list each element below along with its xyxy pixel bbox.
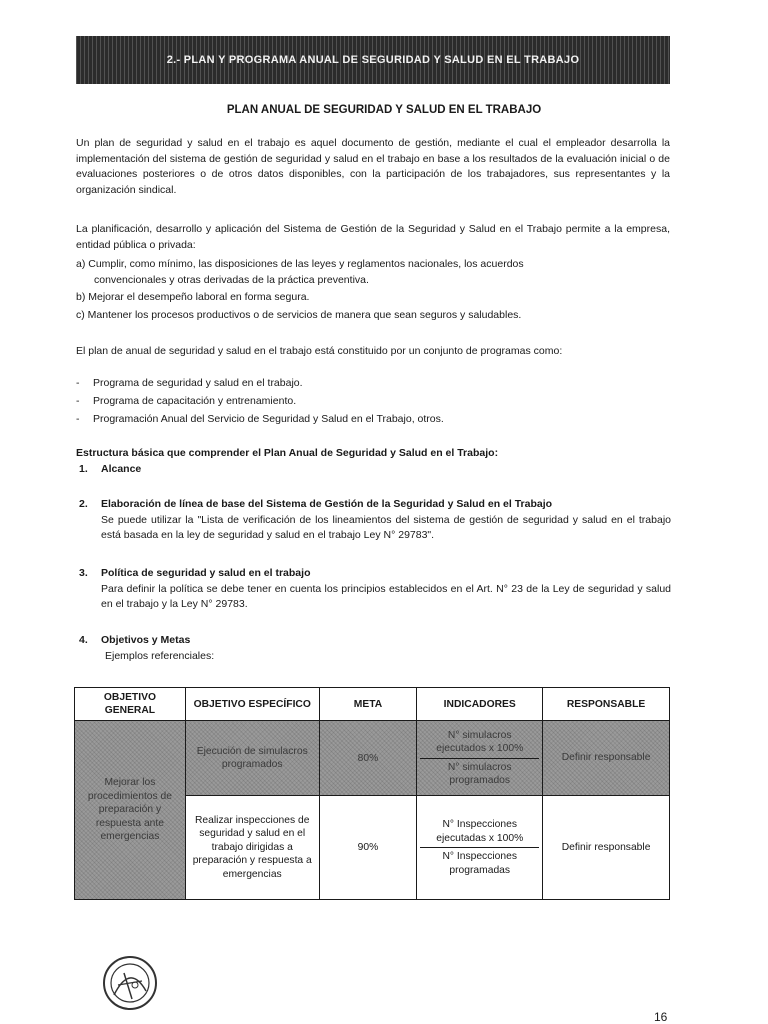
page-number: 16 (654, 1010, 668, 1024)
program-item-text: Programa de seguridad y salud en el trabajo. (93, 377, 303, 389)
section-3 (79, 566, 671, 613)
intro-paragraph: Un plan de seguridad y salud en el trabajo es aquel documento de gestión, mediante el cual el empleador desarrolla la implementación del sistema de gestión de seguridad y salud en el trabajo en base a los resultados de la evaluación inicial o de evaluaciones posteriores o de otros datos disponibles, con la participación de los trabajadores, sus representantes y la organización sindical. (76, 137, 670, 196)
table-header: OBJETIVO ESPECÍFICO (185, 688, 319, 721)
indicator-numerator: N° simulacros ejecutados x 100% (420, 729, 539, 759)
program-item: - Programación Anual del Servicio de Seguridad y Salud en el Trabajo, otros. (76, 413, 444, 425)
table-header-row (75, 688, 670, 721)
table-row (75, 721, 670, 796)
indicator-numerator: N° Inspecciones ejecutadas x 100% (420, 818, 539, 848)
objectives-table (74, 687, 670, 900)
responsible-cell: Definir responsable (543, 721, 670, 796)
section-banner-text: 2.- PLAN Y PROGRAMA ANUAL DE SEGURIDAD Y SALUD EN EL TRABAJO (166, 54, 580, 66)
indicator-cell (417, 721, 543, 796)
programs-paragraph: El plan de anual de seguridad y salud en el trabajo está constituido por un conjunto de programas como: (76, 345, 563, 357)
table-header: INDICADORES (417, 688, 543, 721)
indicator-fraction (420, 729, 539, 788)
program-item-text: Programación Anual del Servicio de Seguridad y Salud en el Trabajo, otros. (93, 413, 444, 425)
indicator-fraction (420, 818, 539, 877)
structure-heading: Estructura básica que comprender el Plan Anual de Seguridad y Salud en el Trabajo: (76, 447, 499, 459)
indicator-cell (417, 796, 543, 900)
section-title: Alcance (101, 463, 142, 475)
section-body: Se puede utilizar la "Lista de verificación de los lineamientos del sistema de gestión de seguridad y salud en el trabajo está basada en la ley de seguridad y salud en el trabajo Ley N° 29783". (101, 513, 671, 541)
planning-item-a-cont: convencionales y otras derivadas de la práctica preventiva. (94, 274, 369, 286)
section-number: 2. (79, 498, 88, 510)
section-title: Elaboración de línea de base del Sistema de Gestión de la Seguridad y Salud en el Trabajo (101, 498, 553, 510)
planning-item-b: b) Mejorar el desempeño laboral en forma segura. (76, 291, 310, 303)
meta-cell: 90% (319, 796, 417, 900)
table-header: RESPONSABLE (543, 688, 670, 721)
responsible-cell: Definir responsable (543, 796, 670, 900)
program-item: - Programa de capacitación y entrenamiento. (76, 395, 297, 407)
section-number: 3. (79, 567, 88, 579)
section-2 (79, 497, 671, 544)
section-banner (76, 36, 670, 84)
section-body: Para definir la política se debe tener en cuenta los principios establecidos en el Art. N° 23 de la Ley de seguridad y salud en el trabajo y la Ley N° 29783. (101, 582, 671, 610)
section-number: 4. (79, 634, 88, 646)
planning-item-c: c) Mantener los procesos productivos o de servicios de manera que sean seguros y saludables. (76, 309, 522, 321)
table-header: META (319, 688, 417, 721)
table-header: OBJETIVO GENERAL (75, 688, 186, 721)
section-number: 1. (79, 463, 88, 475)
planning-paragraph: La planificación, desarrollo y aplicación del Sistema de Gestión de la Seguridad y Salud en el Trabajo permite a la empresa, entidad pública o privada: (76, 223, 670, 251)
section-1 (79, 462, 671, 478)
meta-cell: 80% (319, 721, 417, 796)
planning-item-a: a) Cumplir, como mínimo, las disposiciones de las leyes y reglamentos nacionales, los acuerdos (76, 258, 524, 270)
indicator-denominator: N° Inspecciones programadas (442, 851, 517, 876)
document-title: PLAN ANUAL DE SEGURIDAD Y SALUD EN EL TRABAJO (226, 104, 542, 116)
indicator-denominator: N° simulacros programados (447, 761, 512, 786)
specific-objective-cell: Realizar inspecciones de seguridad y salud en el trabajo dirigidas a preparación y respuesta a emergencias (185, 796, 319, 900)
section-body: Ejemplos referenciales: (105, 649, 215, 662)
section-title: Objetivos y Metas (101, 634, 191, 646)
section-4 (79, 633, 671, 664)
program-item: - Programa de seguridad y salud en el trabajo. (76, 377, 303, 389)
program-item-text: Programa de capacitación y entrenamiento. (93, 395, 297, 407)
specific-objective-cell: Ejecución de simulacros programados (185, 721, 319, 796)
seal-stamp-icon (102, 955, 158, 1011)
general-objective-cell: Mejorar los procedimientos de preparación y respuesta ante emergencias (75, 721, 186, 900)
section-title: Política de seguridad y salud en el trabajo (101, 567, 311, 579)
